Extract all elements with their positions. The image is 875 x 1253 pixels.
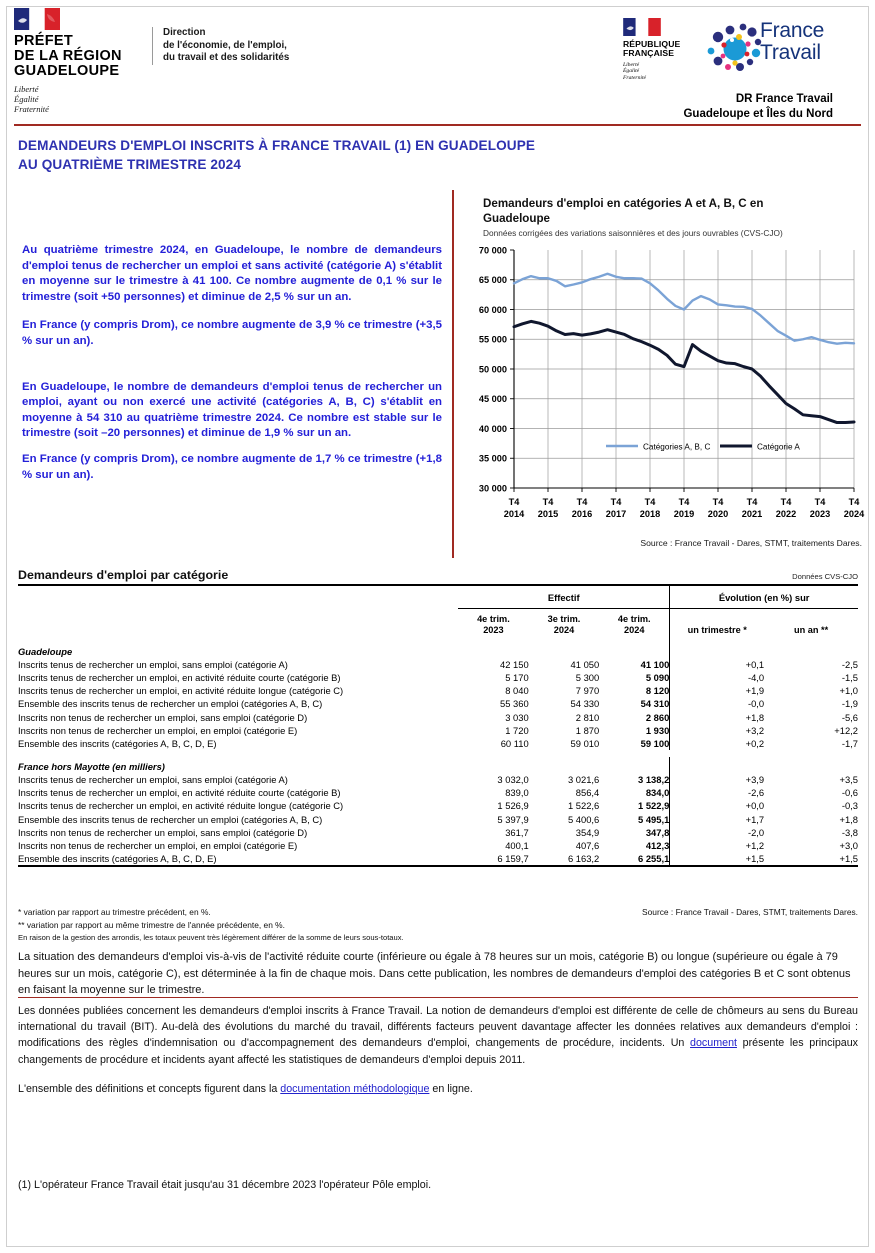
table-cell-3t2024: 41 050 bbox=[570, 658, 600, 670]
table-cell-4t2024: 6 255,1 bbox=[638, 853, 670, 865]
table-cell-4t2023: 3 032,0 bbox=[497, 774, 529, 786]
header-col-3t2024 bbox=[529, 608, 600, 642]
table-cell-3t2024: 1 870 bbox=[575, 724, 600, 736]
table-group-blank-cell bbox=[529, 757, 600, 773]
footnote-star-1: * variation par rapport au trimestre précédent, en %. bbox=[18, 907, 211, 917]
table-row-label: Inscrits non tenus de rechercher un emploi, en emploi (catégorie E) bbox=[18, 724, 298, 736]
table-cell-3t2024: 2 810 bbox=[575, 711, 600, 723]
chart-x-tick-label-quarter: T4 bbox=[780, 497, 792, 507]
table-group-name: France hors Mayotte (en milliers) bbox=[18, 761, 165, 772]
table-cell-4t2024: 1 522,9 bbox=[638, 800, 670, 812]
devise-egalite: Égalité bbox=[14, 94, 39, 104]
document-link[interactable]: document bbox=[690, 1037, 737, 1050]
table-cell-evo-trimestre: +1,7 bbox=[670, 813, 764, 826]
direction-line-2: de l'économie, de l'emploi, bbox=[163, 39, 287, 51]
table-cell-3t2024: 6 163,2 bbox=[567, 853, 600, 865]
table-row-label: Ensemble des inscrits (catégories A, B, C, D, E) bbox=[18, 853, 217, 865]
header-evolution: Évolution (en %) sur bbox=[670, 586, 858, 609]
table-row bbox=[18, 671, 858, 684]
table-cell-evo-an: +1,0 bbox=[839, 685, 858, 697]
table-row bbox=[18, 839, 858, 852]
table-row-label: Ensemble des inscrits tenus de rechercher un emploi (catégories A, B, C) bbox=[18, 698, 323, 710]
chart-title: Demandeurs d'emploi en catégories A et A, B, C en Guadeloupe bbox=[483, 197, 764, 225]
table-cell-3t2024: 407,6 bbox=[575, 840, 600, 852]
chart-x-tick-label-year: 2022 bbox=[775, 509, 797, 519]
table-group-blank-cell bbox=[764, 757, 858, 773]
republique-line-1: RÉPUBLIQUE bbox=[623, 39, 681, 49]
footnote-star-2: ** variation par rapport au même trimestre de l'année précédente, en %. bbox=[18, 920, 285, 930]
chart-y-tick-label: 45 000 bbox=[478, 394, 507, 405]
table-footnotes bbox=[18, 906, 858, 999]
table-cell-3t2024: 354,9 bbox=[575, 826, 600, 838]
table-cell-4t2024: 412,3 bbox=[645, 840, 670, 852]
chart-x-tick-label-quarter: T4 bbox=[814, 497, 826, 507]
table-cell-3t2024: 54 330 bbox=[570, 698, 600, 710]
table-cell-4t2023: 3 030 bbox=[505, 711, 529, 723]
chart-y-tick-label: 40 000 bbox=[478, 423, 507, 434]
chart-x-tick-label-quarter: T4 bbox=[678, 497, 690, 507]
table-cell-4t2023: 8 040 bbox=[505, 685, 529, 697]
ft-word-travail: Travail bbox=[760, 41, 821, 64]
employment-data-table bbox=[18, 586, 858, 866]
table-row-label: Inscrits tenus de rechercher un emploi, en activité réduite longue (catégorie C) bbox=[18, 685, 344, 697]
header-col-3t2024-l1: 3e trim. bbox=[547, 613, 581, 624]
commentary-paragraph-1: Au quatrième trimestre 2024, en Guadeloupe, le nombre de demandeurs d'emploi tenus de rechercher un emploi et sans activité (catégorie A) s'établit en moyenne sur le trimestre à 41 100. Ce nombre augmente de 0,1 % sur le trimestre (soit +50 personnes) et diminue de 2,5 % sur un an. bbox=[22, 244, 442, 303]
table-cell-evo-trimestre: +0,1 bbox=[670, 658, 764, 671]
commentary-paragraph-2: En France (y compris Drom), ce nombre augmente de 3,9 % ce trimestre (+3,5 % sur un an). bbox=[22, 319, 442, 347]
prefecture-line-2: DE LA RÉGION bbox=[14, 48, 122, 64]
table-cell-3t2024: 3 021,6 bbox=[567, 774, 600, 786]
header-col-4t2024-l1: 4e trim. bbox=[617, 613, 651, 624]
table-caption-row bbox=[18, 568, 858, 584]
table-cell-evo-trimestre: +1,5 bbox=[670, 852, 764, 865]
footnote-row-1 bbox=[18, 906, 858, 919]
page-title-line-1: DEMANDEURS D'EMPLOI INSCRITS À FRANCE TRAVAIL (1) EN GUADELOUPE bbox=[18, 138, 536, 153]
table-caption: Demandeurs d'emploi par catégorie bbox=[18, 568, 229, 582]
footnote-rounding: En raison de la gestion des arrondis, les totaux peuvent très légèrement différer de la somme de leurs sous-totaux. bbox=[18, 933, 404, 942]
header-effectif: Effectif bbox=[458, 586, 670, 609]
table-cell-4t2024: 54 310 bbox=[640, 698, 670, 710]
header-divider bbox=[14, 124, 861, 126]
chart-x-tick-label-quarter: T4 bbox=[848, 497, 860, 507]
table-row bbox=[18, 852, 858, 865]
chart-x-tick-label-year: 2021 bbox=[741, 509, 763, 519]
dr-line-2: Guadeloupe et Îles du Nord bbox=[683, 107, 833, 120]
chart-x-tick-label-quarter: T4 bbox=[746, 497, 758, 507]
chart-x-tick-label-quarter: T4 bbox=[712, 497, 724, 507]
table-group-header-row bbox=[18, 642, 858, 658]
table-cell-4t2024: 1 930 bbox=[645, 724, 670, 736]
table-group-blank-cell bbox=[458, 757, 529, 773]
republique-line-2: FRANÇAISE bbox=[623, 48, 675, 59]
table-row bbox=[18, 724, 858, 737]
table-header bbox=[18, 586, 858, 642]
chart-subtitle: Données corrigées des variations saisonnières et des jours ouvrables (CVS-CJO) bbox=[483, 228, 783, 238]
table-section bbox=[18, 568, 858, 867]
documentation-methodologique-link[interactable]: documentation méthodologique bbox=[280, 1082, 430, 1095]
table-group-blank-cell bbox=[458, 642, 529, 658]
page-title bbox=[18, 136, 718, 174]
rf-devise-fraternite: Fraternité bbox=[623, 74, 646, 81]
table-row bbox=[18, 799, 858, 812]
table-cell-4t2023: 839,0 bbox=[505, 787, 529, 799]
table-cell-evo-trimestre: -2,6 bbox=[670, 786, 764, 799]
chart-x-tick-label-quarter: T4 bbox=[576, 497, 588, 507]
chart-legend-categorie-a-label: Catégorie A bbox=[757, 442, 800, 452]
chart-panel bbox=[452, 190, 866, 558]
table-cell-evo-trimestre: -0,0 bbox=[670, 697, 764, 710]
chart-source: Source : France Travail - Dares, STMT, traitements Dares. bbox=[640, 538, 862, 548]
table-cell-evo-trimestre: +0,0 bbox=[670, 799, 764, 812]
table-row bbox=[18, 658, 858, 671]
table-cell-3t2024: 1 522,6 bbox=[567, 800, 600, 812]
table-cell-3t2024: 5 300 bbox=[575, 671, 600, 683]
prefecture-line-1: PRÉFET bbox=[14, 33, 73, 49]
republique-title bbox=[623, 40, 713, 59]
table-header-group-row bbox=[18, 586, 858, 609]
table-cell-4t2023: 42 150 bbox=[500, 658, 529, 670]
footnote-paragraph: La situation des demandeurs d'emploi vis-à-vis de l'activité réduite courte (inférieure ou égale à 78 heures sur un mois, catégorie B) ou longue (supérieure ou égale à 79 heures sur un mois, catégorie C), est déterminée à la fin de chaque mois. Dans cette publication, les nombres de demandeurs d'emploi des catégories B et C sont obtenus en faisant la moyenne sur le trimestre. bbox=[18, 951, 851, 996]
notes-p2-a: L'ensemble des définitions et concepts figurent dans la bbox=[18, 1082, 281, 1095]
chart-x-tick-label-year: 2024 bbox=[843, 509, 865, 519]
table-row bbox=[18, 710, 858, 723]
table-cell-4t2024: 59 100 bbox=[640, 737, 670, 749]
table-cell-4t2024: 5 495,1 bbox=[638, 813, 670, 825]
chart-x-tick-label-year: 2015 bbox=[537, 509, 559, 519]
employment-line-chart bbox=[458, 242, 866, 538]
direction-line-1: Direction bbox=[163, 27, 206, 38]
table-cell-4t2023: 5 397,9 bbox=[497, 813, 529, 825]
chart-x-tick-label-quarter: T4 bbox=[508, 497, 520, 507]
header-col-4t2023-l1: 4e trim. bbox=[477, 613, 510, 624]
prefecture-devise bbox=[14, 84, 244, 114]
table-row-label: Inscrits non tenus de rechercher un emploi, en emploi (catégorie E) bbox=[18, 840, 298, 852]
table-row-label: Inscrits tenus de rechercher un emploi, sans emploi (catégorie A) bbox=[18, 658, 288, 670]
ft-word-france: France bbox=[760, 19, 825, 42]
table-group-name: Guadeloupe bbox=[18, 645, 73, 657]
table-data-note: Données CVS-CJO bbox=[792, 572, 858, 581]
table-cell-evo-an: -0,3 bbox=[841, 800, 858, 812]
table-cell-evo-an: -2,5 bbox=[841, 658, 858, 670]
header-col-4t2023 bbox=[458, 608, 529, 642]
french-flag-icon bbox=[623, 18, 661, 36]
table-cell-3t2024: 856,4 bbox=[575, 787, 600, 799]
table-cell-4t2024: 347,8 bbox=[645, 826, 670, 838]
table-cell-evo-an: +3,0 bbox=[839, 840, 858, 852]
direction-block bbox=[152, 27, 289, 65]
table-row bbox=[18, 826, 858, 839]
table-cell-4t2023: 400,1 bbox=[505, 840, 529, 852]
table-cell-evo-an: -5,6 bbox=[841, 711, 858, 723]
table-cell-4t2024: 8 120 bbox=[645, 685, 670, 697]
french-flag-icon bbox=[14, 8, 60, 30]
table-cell-4t2024: 2 860 bbox=[645, 711, 670, 723]
table-row-label: Inscrits tenus de rechercher un emploi, en activité réduite longue (catégorie C) bbox=[18, 800, 344, 812]
table-cell-evo-trimestre: +3,9 bbox=[670, 773, 764, 786]
table-body bbox=[18, 642, 858, 866]
header-col-4t2024 bbox=[599, 608, 670, 642]
spacer-cell bbox=[18, 750, 858, 757]
table-cell-3t2024: 59 010 bbox=[570, 737, 600, 749]
table-cell-evo-trimestre: -4,0 bbox=[670, 671, 764, 684]
table-cell-evo-an: -1,5 bbox=[841, 671, 858, 683]
table-cell-4t2023: 1 526,9 bbox=[497, 800, 529, 812]
table-cell-evo-an: -0,6 bbox=[841, 787, 858, 799]
table-cell-4t2023: 361,7 bbox=[505, 826, 529, 838]
table-bottom-rule bbox=[18, 865, 858, 867]
chart-x-tick-label-year: 2016 bbox=[571, 509, 593, 519]
table-cell-evo-an: +3,5 bbox=[839, 774, 858, 786]
commentary-block bbox=[22, 243, 442, 496]
france-travail-wordmark bbox=[760, 20, 824, 64]
table-row bbox=[18, 684, 858, 697]
notes-block bbox=[18, 1003, 858, 1110]
bottom-footnote: (1) L'opérateur France Travail était jusqu'au 31 décembre 2023 l'opérateur Pôle emploi. bbox=[18, 1179, 432, 1191]
table-group-blank-cell bbox=[529, 642, 600, 658]
chart-y-tick-label: 65 000 bbox=[478, 275, 507, 286]
table-cell-4t2024: 3 138,2 bbox=[638, 774, 670, 786]
chart-x-tick-label-year: 2020 bbox=[707, 509, 729, 519]
table-cell-4t2023: 5 170 bbox=[505, 671, 529, 683]
chart-y-tick-label: 50 000 bbox=[478, 364, 507, 375]
direction-line-3: du travail et des solidarités bbox=[163, 52, 290, 64]
table-group-blank-cell bbox=[764, 642, 858, 658]
table-row bbox=[18, 813, 858, 826]
header-blank-2 bbox=[18, 608, 458, 642]
table-row-label: Ensemble des inscrits tenus de rechercher un emploi (catégories A, B, C) bbox=[18, 813, 323, 825]
notes-divider bbox=[18, 997, 858, 998]
table-group-blank-cell bbox=[599, 642, 670, 658]
notes-p2-b: en ligne. bbox=[429, 1082, 473, 1095]
table-row bbox=[18, 773, 858, 786]
table-row-label: Inscrits non tenus de rechercher un emploi, sans emploi (catégorie D) bbox=[18, 711, 308, 723]
table-row-label: Inscrits tenus de rechercher un emploi, sans emploi (catégorie A) bbox=[18, 774, 288, 786]
table-cell-evo-trimestre: +0,2 bbox=[670, 737, 764, 750]
table-group-blank-cell bbox=[599, 757, 670, 773]
chart-x-tick-label-quarter: T4 bbox=[542, 497, 554, 507]
chart-x-tick-label-year: 2019 bbox=[673, 509, 695, 519]
table-cell-4t2024: 41 100 bbox=[640, 658, 670, 670]
chart-accent-bar bbox=[452, 190, 454, 558]
chart-x-tick-label-quarter: T4 bbox=[644, 497, 656, 507]
chart-legend-categories-abc-label: Catégories A, B, C bbox=[643, 442, 711, 452]
table-cell-4t2024: 834,0 bbox=[645, 787, 670, 799]
chart-x-tick-label-year: 2014 bbox=[503, 509, 525, 519]
table-header-sub-row bbox=[18, 608, 858, 642]
dr-subtitle bbox=[683, 92, 833, 121]
table-row-label: Inscrits tenus de rechercher un emploi, en activité réduite courte (catégorie B) bbox=[18, 787, 341, 799]
table-group-blank-cell bbox=[670, 757, 764, 773]
header-col-4t2023-l2: 2023 bbox=[483, 625, 504, 636]
notes-p1-b: présente les principaux changements de procédure et incidents ayant affecté les statistiques de demandeurs d'emploi depuis 2011. bbox=[18, 1037, 858, 1066]
table-cell-evo-an: -3,8 bbox=[841, 826, 858, 838]
table-cell-3t2024: 7 970 bbox=[575, 685, 600, 697]
header-col-3t2024-l2: 2024 bbox=[553, 625, 575, 636]
table-group-blank-cell bbox=[670, 642, 764, 658]
chart-x-tick-label-quarter: T4 bbox=[610, 497, 622, 507]
chart-y-tick-label: 55 000 bbox=[478, 334, 507, 345]
republique-devise bbox=[623, 62, 713, 81]
commentary-paragraph-4: En France (y compris Drom), ce nombre augmente de 1,7 % ce trimestre (+1,8 % sur un an). bbox=[22, 452, 442, 481]
chart-y-tick-label: 60 000 bbox=[478, 304, 507, 315]
rf-devise-egalite: Égalité bbox=[623, 68, 640, 75]
chart-x-tick-label-year: 2018 bbox=[639, 509, 661, 519]
republique-francaise-block bbox=[623, 18, 713, 81]
commentary-paragraph-3: En Guadeloupe, le nombre de demandeurs d'emploi tenus de rechercher un emploi, ayant ou non exercé une activité (catégories A, B, C) s'établit en moyenne à 54 310 au quatrième trimestre 2024. Ce nombre est stable sur le trimestre (soit –20 personnes) et diminue de 1,9 % sur un an. bbox=[22, 380, 442, 440]
table-cell-3t2024: 5 400,6 bbox=[567, 813, 600, 825]
table-cell-4t2023: 1 720 bbox=[505, 724, 529, 736]
header-col-trimestre: un trimestre * bbox=[670, 608, 764, 642]
table-cell-evo-trimestre: +3,2 bbox=[670, 724, 764, 737]
dr-line-1: DR France Travail bbox=[735, 93, 833, 105]
table-cell-evo-trimestre: +1,9 bbox=[670, 684, 764, 697]
table-cell-evo-trimestre: +1,8 bbox=[670, 710, 764, 723]
header-col-4t2024-l2: 2024 bbox=[624, 625, 645, 636]
header-blank bbox=[18, 586, 458, 609]
table-cell-evo-an: +1,5 bbox=[839, 853, 858, 865]
chart-x-tick-label-year: 2017 bbox=[605, 509, 627, 519]
footnote-source: Source : France Travail - Dares, STMT, traitements Dares. bbox=[642, 907, 858, 917]
table-row bbox=[18, 697, 858, 710]
chart-x-tick-label-year: 2023 bbox=[809, 509, 831, 519]
header-col-an: un an ** bbox=[793, 625, 829, 636]
prefecture-line-3: GUADELOUPE bbox=[14, 63, 120, 79]
rf-devise-liberte: Liberté bbox=[623, 61, 640, 68]
table-cell-evo-an: +1,8 bbox=[839, 813, 858, 825]
chart-y-tick-label: 35 000 bbox=[478, 453, 507, 464]
table-group-header-row bbox=[18, 757, 858, 773]
table-cell-4t2023: 6 159,7 bbox=[497, 853, 529, 865]
table-group-spacer bbox=[18, 750, 858, 757]
table-cell-evo-an: +12,2 bbox=[834, 724, 858, 736]
table-cell-4t2023: 60 110 bbox=[500, 737, 529, 749]
table-row bbox=[18, 737, 858, 750]
devise-fraternite: Fraternité bbox=[14, 104, 49, 114]
notes-p1-a: Les données publiées concernent les demandeurs d'emploi inscrits à France Travail. La notion de demandeurs d'emploi est différente de celle de chômeurs au sens du Bureau international du travail (BIT). Au-delà des évolutions du marché du travail, différents facteurs peuvent davantage affecter les données relatives aux demandeurs d'emploi : modifications des règles d'indemnisation ou d'accompagnement des demandeurs d'emploi, changements de procédure, incidents. Un bbox=[18, 1005, 858, 1050]
table-cell-evo-trimestre: +1,2 bbox=[670, 839, 764, 852]
document-header bbox=[0, 0, 875, 125]
table-row bbox=[18, 786, 858, 799]
chart-y-tick-label: 30 000 bbox=[478, 483, 507, 494]
table-cell-evo-an: -1,9 bbox=[841, 698, 858, 710]
table-cell-4t2024: 5 090 bbox=[645, 671, 670, 683]
devise-liberte: Liberté bbox=[14, 84, 39, 94]
notes-paragraph-2 bbox=[18, 1081, 858, 1097]
table-cell-evo-trimestre: -2,0 bbox=[670, 826, 764, 839]
table-cell-evo-an: -1,7 bbox=[841, 737, 858, 749]
chart-y-tick-label: 70 000 bbox=[478, 245, 507, 256]
page-title-line-2: AU QUATRIÈME TRIMESTRE 2024 bbox=[18, 157, 242, 172]
notes-paragraph-1 bbox=[18, 1003, 858, 1068]
table-row-label: Inscrits non tenus de rechercher un emploi, sans emploi (catégorie D) bbox=[18, 826, 308, 838]
table-cell-4t2023: 55 360 bbox=[500, 698, 529, 710]
table-row-label: Inscrits tenus de rechercher un emploi, en activité réduite courte (catégorie B) bbox=[18, 671, 341, 683]
table-row-label: Ensemble des inscrits (catégories A, B, C, D, E) bbox=[18, 737, 217, 749]
